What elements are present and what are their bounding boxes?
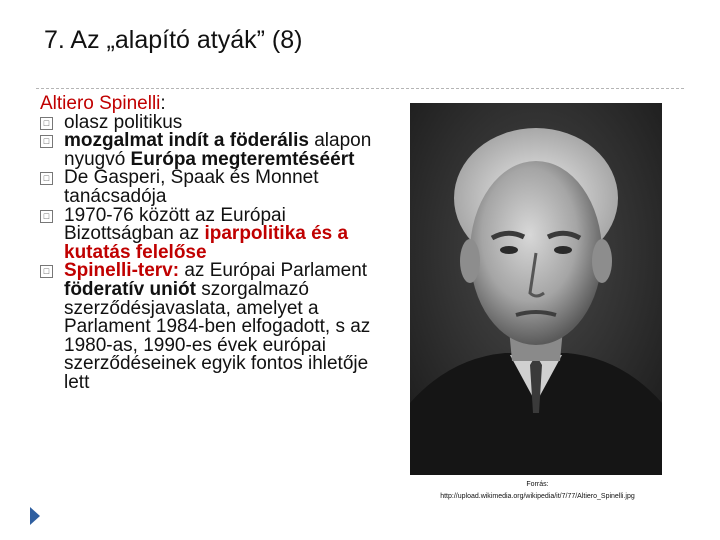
list-item [40, 204, 385, 263]
bullet-text-highlight: Spinelli-terv: [64, 260, 180, 282]
square-bullet-icon: □ [40, 210, 53, 223]
bullet-text-highlight: iparpolitika és a kutatás felelőse [64, 223, 349, 263]
bullet-text: az Európai Parlament [179, 260, 368, 282]
slide-body [40, 95, 385, 393]
square-bullet-icon: □ [40, 135, 53, 148]
bullet-text: 1970-76 között az Európai Bizottságban az [64, 204, 286, 245]
bullet-text-bold: mozgalmat indít a föderális [64, 130, 309, 152]
subject-name: Altiero Spinelli [40, 93, 161, 114]
portrait-photo [410, 103, 662, 475]
list-item [40, 169, 385, 206]
caption-url[interactable]: http://upload.wikimedia.org/wikipedia/it/7/77/Altiero_Spinelli.jpg [440, 493, 635, 500]
bullet-text: olasz politikus [64, 111, 183, 133]
triangle-right-icon[interactable] [30, 507, 40, 525]
square-bullet-icon: □ [40, 117, 53, 130]
slide-title: 7. Az „alapító atyák” (8) [44, 26, 303, 54]
list-item [40, 262, 385, 392]
bullet-text: szorgalmazó szerződésjavaslata, amelyet a Parlament 1984-ben elfogadott, s az 1980-as, 1990-es évek európai szerződéseinek egyik fontos ihletője lett [64, 278, 371, 393]
square-bullet-icon: □ [40, 265, 53, 278]
square-bullet-icon: □ [40, 172, 53, 185]
subject-colon: : [160, 93, 166, 114]
bullet-text-bold: Európa megteremtéséért [130, 148, 355, 170]
photo-source-caption [395, 479, 680, 503]
caption-label: Forrás: [526, 481, 549, 488]
bullet-text: De Gasperi, Spaak és Monnet tanácsadója [64, 167, 319, 207]
bullet-text: alapon nyugvó [64, 130, 372, 170]
bullet-text-bold: föderatív uniót [64, 278, 196, 300]
title-divider [36, 88, 684, 89]
list-item [40, 132, 385, 169]
